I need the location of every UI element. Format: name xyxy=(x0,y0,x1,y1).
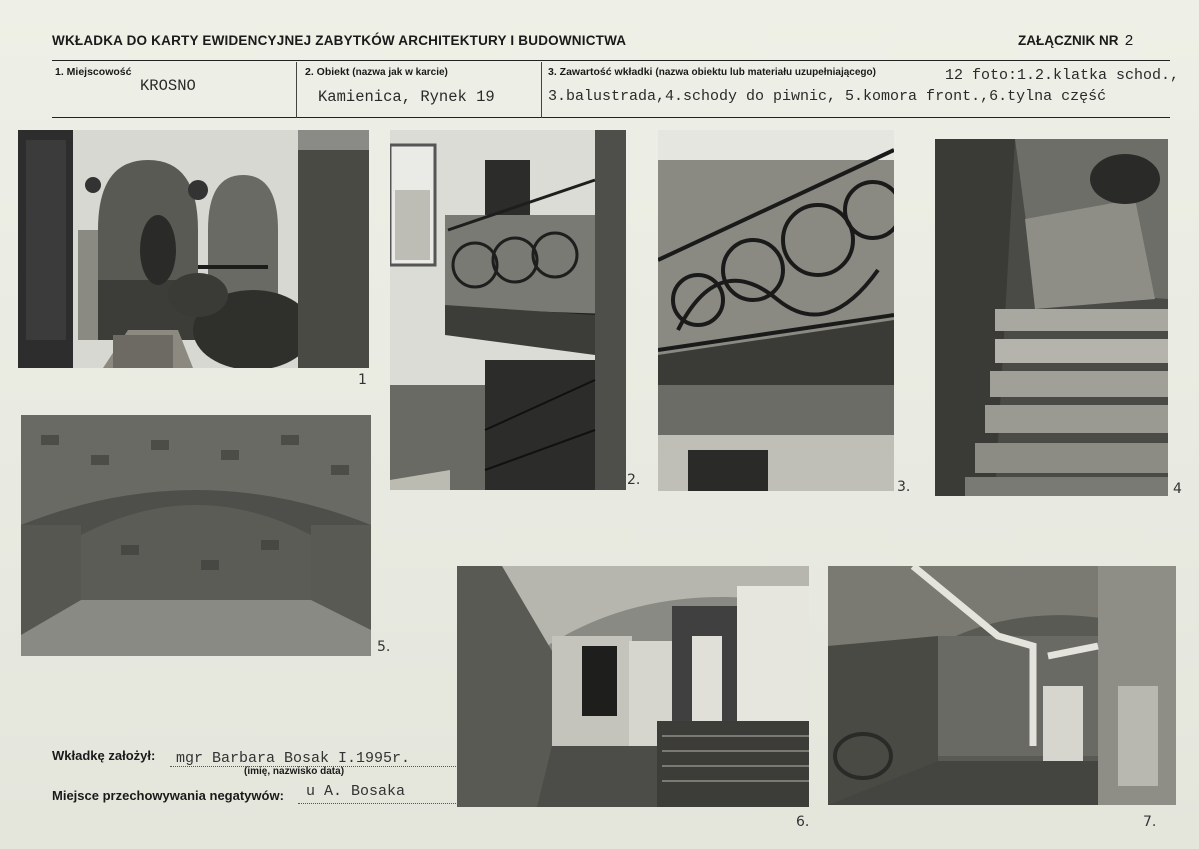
storage-dotted-line xyxy=(298,803,456,804)
author-label: Wkładkę założył: xyxy=(52,748,156,763)
object-label-group xyxy=(305,66,448,78)
storage-label: Miejsce przechowywania negatywów: xyxy=(52,788,284,803)
annex-label-text: ZAŁĄCZNIK NR xyxy=(1018,33,1119,48)
header-rule xyxy=(52,60,1170,61)
content-note: (nazwa obiektu lub materiału uzupełniającego) xyxy=(655,67,876,78)
field-divider xyxy=(541,62,542,118)
photo-4-cellar-stairs xyxy=(935,139,1168,496)
annex-label xyxy=(1018,33,1134,50)
photo-6-number: 6. xyxy=(796,814,810,830)
author-note: (imię, nazwisko data) xyxy=(244,766,345,777)
field-divider xyxy=(296,62,297,118)
photo-2-gallery xyxy=(390,130,626,490)
photo-2-number: 2. xyxy=(627,472,641,488)
photo-5-number: 5. xyxy=(377,639,391,655)
photo-3-number: 3. xyxy=(897,479,911,495)
content-label: 3. Zawartość wkładki xyxy=(548,66,653,78)
content-line-1: 12 foto:1.2.klatka schod., xyxy=(945,67,1180,84)
photo-7-number: 7. xyxy=(1143,814,1157,830)
place-label: 1. Miejscowość xyxy=(55,66,132,78)
object-label: 2. Obiekt xyxy=(305,66,350,78)
place-value: KROSNO xyxy=(140,77,196,95)
annex-number: 2 xyxy=(1124,33,1134,50)
storage-value: u A. Bosaka xyxy=(306,783,406,800)
content-label-group xyxy=(548,66,876,78)
card-title: WKŁADKA DO KARTY EWIDENCYJNEJ ZABYTKÓW ARCHITEKTURY I BUDOWNICTWA xyxy=(52,33,627,48)
author-value: mgr Barbara Bosak I.1995r. xyxy=(176,750,411,767)
photo-1-stair-hall xyxy=(18,130,369,368)
photo-6-cellar-room xyxy=(457,566,809,807)
photo-7-back-section xyxy=(828,566,1176,805)
content-line-2: 3.balustrada,4.schody do piwnic, 5.komora front.,6.tylna część xyxy=(548,88,1107,105)
fields-rule xyxy=(52,117,1170,118)
photo-5-vaulted-chamber xyxy=(21,415,371,656)
photo-4-number: 4 xyxy=(1173,481,1182,497)
object-value: Kamienica, Rynek 19 xyxy=(318,88,495,106)
object-note: (nazwa jak w karcie) xyxy=(352,67,448,78)
photo-1-number: 1 xyxy=(358,372,367,388)
photo-3-balustrade xyxy=(658,130,894,491)
